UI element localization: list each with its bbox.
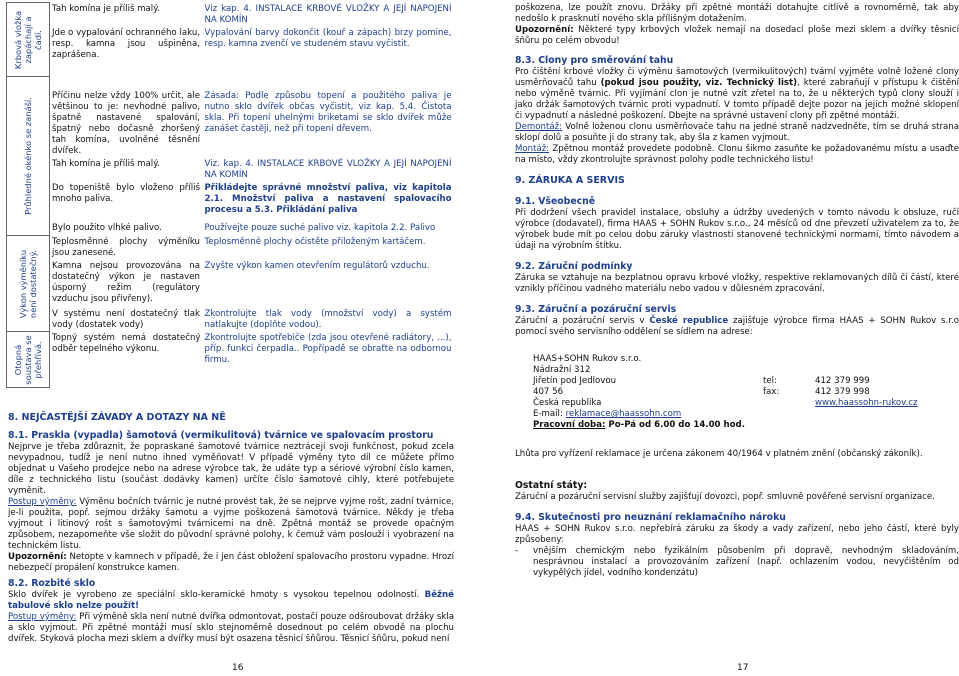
paragraph <box>8 497 454 552</box>
table-row <box>7 260 454 308</box>
solution-cell: Zásada: Podle způsobu topení a použitého paliva je nutno sklo dvířek občas vyčistit, viz kap. 5.4. Čistota skla. Při topení uhelnými briketami se sklo dvířek může zanášet častěji, než při topení dřevem. <box>204 90 452 134</box>
subsection-title: 9.3. Záruční a pozáruční servis <box>515 304 677 315</box>
solution-cell: Vypalování barvy dokončit (kouř a zápach) brzy pomine, resp. kamna zvenčí ve studeném stavu vyčistit. <box>204 27 452 49</box>
email-label: E-mail: <box>533 409 566 419</box>
label: Upozornění: <box>8 552 67 562</box>
label: Postup výměny: <box>8 612 77 622</box>
paragraph: poškozena, lze použít znovu. Držáky při zpětné montáži dotahujte citlivě a rovnoměrně, tak aby nedošlo k prasknutí nového skla přílišným dotažením. <box>515 3 959 24</box>
subsection-title: 9.4. Skutečnosti pro neuznání reklamačního nároku <box>515 512 786 523</box>
table-row <box>7 27 454 77</box>
cause-cell: Tah komína je příliš malý. <box>52 158 160 169</box>
problem-label: Otopná soustava se přehřívá. <box>13 334 43 385</box>
subsection-title: 9.1. Všeobecně <box>515 196 596 207</box>
left-page <box>0 0 470 676</box>
text: Netopte v kamnech v případě, že i jen část obložení spalovacího prostoru vypadne. Hrozí nebezpečí propálení konstrukce kamen. <box>8 552 454 573</box>
street: Nádražní 312 <box>533 365 591 375</box>
label: Demontáž: <box>515 122 563 132</box>
problem-cell <box>7 236 50 332</box>
cause-cell: Tah komína je příliš malý. <box>52 3 160 14</box>
table-row <box>7 77 454 158</box>
paragraph: Záruční a pozáruční servisní služby zajišťují dovozci, popř. smluvně pověřené servisní organizace. <box>515 492 935 502</box>
paragraph <box>8 552 454 574</box>
website-link[interactable]: www.haassohn-rukov.cz <box>815 398 918 408</box>
hours-label: Pracovní doba: <box>533 420 606 430</box>
cause-cell: V systému není dostatečný tlak vody (dostatek vody) <box>52 308 200 330</box>
email-link[interactable]: reklamace@haassohn.com <box>565 409 682 419</box>
paragraph <box>515 25 959 47</box>
problem-label: Krbová vložka zapáchají a čadí. <box>13 10 43 69</box>
cause-cell: Kamna nejsou provozována na dostatečný výkon je nastaven úsporný režim (regulátory vzduchu jsou přivřeny). <box>52 260 200 304</box>
cause-cell: Bylo použito vlhké palivo. <box>52 222 162 233</box>
subsection-title: Ostatní státy: <box>515 480 588 491</box>
troubleshooting-table <box>6 2 454 388</box>
cause-cell: Do topeniště bylo vloženo příliš mnoho paliva. <box>52 182 200 204</box>
text: Záruční a pozáruční servis v <box>515 316 650 326</box>
paragraph <box>8 590 454 612</box>
subsection-title: 9.2. Záruční podmínky <box>515 261 633 272</box>
tel-label: tel: <box>763 376 777 386</box>
section-title: 8. NEJČASTĚJŠÍ ZÁVADY A DOTAZY NA NĚ <box>8 412 226 423</box>
text-bold: České republice <box>649 316 729 326</box>
text: Při výměně skla není nutné dvířka odmontovat, postačí pouze odšroubovat držáky skla a sklo vyjmout. Při zpětné montáži musí sklo stejnoměrně dosednout po celém obvodě na plochu dvířek. Styková plocha mezi sklem a dvířky musí být osazena těsnicí šňůrou. Těsnicí šňůru, pokud není <box>8 612 454 644</box>
paragraph <box>515 122 959 144</box>
solution-cell: Zkontrolujte tlak vody (množství vody) a systém natlakujte (doplňte vodou). <box>204 308 452 330</box>
cause-cell: Příčinu nelze vždy 100% určit, ale většinou to je: nevhodné palivo, špatně nastavené spalování, špatný nebo dočasně zhoršený tah komína, uvolněné těsnění dvířek. <box>52 90 200 156</box>
cause-cell: Jde o vypalování ochranného laku, resp. kamna jsou ušpiněna, zaprášena. <box>52 27 200 60</box>
solution-cell: Zvyšte výkon kamen otevřením regulátorů vzduchu. <box>204 260 430 271</box>
paragraph <box>515 144 959 166</box>
table-row <box>7 222 454 236</box>
country: Česká republika <box>533 398 602 408</box>
text: Volně loženou clonu usměrňovače tahu na jedné straně nadzvedněte, tím se druhá strana sklopí dolů a posuňte ji do strany tak, aby šla z kamen vyjmout. <box>515 122 959 143</box>
solution-cell: Zkontrolujte spotřebiče (zda jsou otevřené radiátory, ...), příp. funkci čerpadla.. Popřípadě se obraťte na odbornou firmu. <box>204 332 452 365</box>
problem-cell <box>7 332 50 388</box>
solution-cell: Viz kap. 4. INSTALACE KRBOVÉ VLOŽKY A JEJÍ NAPOJENÍ NA KOMÍN <box>204 3 452 25</box>
text: Pro čištění krbové vložky či výměnu šamotových (vermikulitových) tvární vyjměte volně ložené clony usměrňovačů tahu <box>515 67 959 88</box>
table-row <box>7 158 454 182</box>
table-row <box>7 332 454 388</box>
paragraph: Při dodržení všech pravidel instalace, obsluhy a údržby uvedených v tomto návodu k obsluze, ručí výrobce (dodavatel), firma HAAS + SOHN Rukov s.r.o., 24 měsíců od dne převzetí uživatelem za to, že výrobek bude mít po celou dobu záruky vlastnosti stanovené technickými normami, tímto návodem a údaji na výrobním štítku. <box>515 208 959 251</box>
label: Montáž: <box>515 144 550 154</box>
zip: 407 56 <box>533 387 564 397</box>
table-row <box>7 3 454 27</box>
text: Některé typy krbových vložek nemají na dosedací ploše mezi sklem a dvířky těsnicí šňůru po celém obvodu! <box>515 25 959 46</box>
text: vnějším chemickým nebo fyzikálním působením při dopravě, nevhodným skladováním, nesprávnou instalací a provozováním zařízení (např. ochlazením vodou, nevyčištěním od vykypělých jídel, vodního kondenzátu) <box>533 546 959 578</box>
paragraph <box>515 316 959 338</box>
paragraph: Záruka se vztahuje na bezplatnou opravu krbové vložky, respektive reklamovaných dílů či částí, které vznikly příčinou vadného materiálu nebo vadou v důlesném zpracování. <box>515 273 959 294</box>
fax-value: 412 379 998 <box>815 387 870 397</box>
paragraph <box>8 612 454 645</box>
town: Jiřetín pod Jedlovou <box>533 376 617 386</box>
table-row <box>7 236 454 260</box>
paragraph: HAAS + SOHN Rukov s.r.o. nepřebírá záruku za škody a vady zařízení, nebo jeho částí, které byly způsobeny: <box>515 524 959 545</box>
paragraph: Lhůta pro vyřízení reklamace je určena zákonem 40/1964 v platném znění (občanský zákoník). <box>515 449 923 459</box>
company-name: HAAS+SOHN Rukov s.r.o. <box>533 354 642 364</box>
section-title: 9. ZÁRUKA A SERVIS <box>515 175 625 186</box>
paragraph <box>515 67 959 122</box>
text: Výměnu bočních tvárnic je nutné provést tak, že se nejprve vyjme rošt, zadní tvárnice, je-li použita, popř. sejmou držáky šamotu a vyjme poškozená šamotová tvárnice. Někdy je třeba vyjmout i litinový rošt s šamotovými tvárnicemi na dně. Zpětná montáž se provede opačným způsobem, nezapomeňte vše složit do původní správné polohy, k čemuž vám poslouží i vyobrazení na technickém listu. <box>8 497 454 551</box>
label: Upozornění: <box>515 25 574 35</box>
text-bold: Běžné tabulové sklo nelze použít! <box>8 590 454 611</box>
text-bold: (pokud jsou použity, viz. Technický list) <box>600 78 798 88</box>
subsection-title: 8.2. Rozbité sklo <box>8 578 96 589</box>
right-page <box>515 0 959 676</box>
problem-cell <box>7 77 50 236</box>
subsection-title: 8.1. Praskla (vypadla) šamotová (vermikulitová) tvárnice ve spalovacím prostoru <box>8 430 434 441</box>
problem-label: Průhledné okénko se zanáší. <box>23 97 33 215</box>
subsection-title: 8.3. Clony pro směrování tahu <box>515 55 674 66</box>
page-number: 16 <box>232 663 244 673</box>
solution-cell: Používejte pouze suché palivo viz. kapitola 2.2. Palivo <box>204 222 436 233</box>
bullet-dash-icon: - <box>515 546 519 556</box>
contact-block <box>533 354 959 431</box>
paragraph: Nejprve je třeba zdůraznit, že popraskané šamotové tvárnice neztrácejí svoji funkčnost, pokud zcela nevypadnou, tudíž je není nutno ihned vyměňovat! V případě výměny tyto díl ce můžete přímo objednat u Vašeho prodejce nebo na adrese výrobce tak, že udáte typ a sériové výrobní číslo kamen, díle z technického listu (součást dodávky kamen) určíte číslo šamotové cihly, které potřebujete vyměnit. <box>8 442 454 496</box>
cause-cell: Topný systém nemá dostatečný odběr tepelného výkonu. <box>52 332 201 354</box>
table-row <box>7 182 454 222</box>
text: zajišťuje výrobce firma HAAS + SOHN Rukov s.r.o pomocí svého servisního oddělení se sídlem na adrese: <box>515 316 959 337</box>
tel-value: 412 379 999 <box>815 376 870 386</box>
section-8 <box>8 412 454 645</box>
table-row <box>7 308 454 332</box>
hours-value: Po-Pá od 6.00 do 14.00 hod. <box>605 420 745 430</box>
list-item <box>515 546 959 579</box>
solution-cell: Teplosměnné plochy očistěte přiloženým kartáčem. <box>204 236 426 247</box>
page-number: 17 <box>737 663 749 673</box>
solution-cell: Přikládejte správné množství paliva, viz kapitola 2.1. Množství paliva a nastavení spalovacího procesu a 5.3. Přikládání paliva <box>204 182 452 215</box>
problem-label: Výkon výměníku není dostatečný. <box>18 249 38 318</box>
text: Sklo dvířek je vyrobeno ze speciální sklo-keramické hmoty s vysokou tepelnou odolností. <box>8 590 425 600</box>
text: , které zabraňují v přístupu k čištění nebo výměně tvárnic. Při vyjímání clon je nutné vzít zřetel na to, že u některých typů clony slouží i jako držák šamotových tvárnic proti vypadnutí. V tomto případě dejte pozor na jejich možné sklopení či vypadnutí a následné poškození. Dbejte na správné ustavení clony při zpětné montáži. <box>515 78 959 121</box>
text: Zpětnou montáž provedete podobně. Clonu šikmo zasuňte ke požadovanému místu a usaďte na místo, vždy zkontrolujte správnost polohy podle technického listu! <box>515 144 959 165</box>
solution-cell: Viz. kap. 4. INSTALACE KRBOVÉ VLOŽKY A JEJÍ NAPOJENÍ NA KOMÍN <box>204 158 452 180</box>
problem-cell <box>7 3 50 77</box>
cause-cell: Teplosměnné plochy výměníku jsou zanesené. <box>52 236 200 258</box>
fax-label: fax: <box>763 387 780 397</box>
label: Postup výměny: <box>8 497 77 507</box>
